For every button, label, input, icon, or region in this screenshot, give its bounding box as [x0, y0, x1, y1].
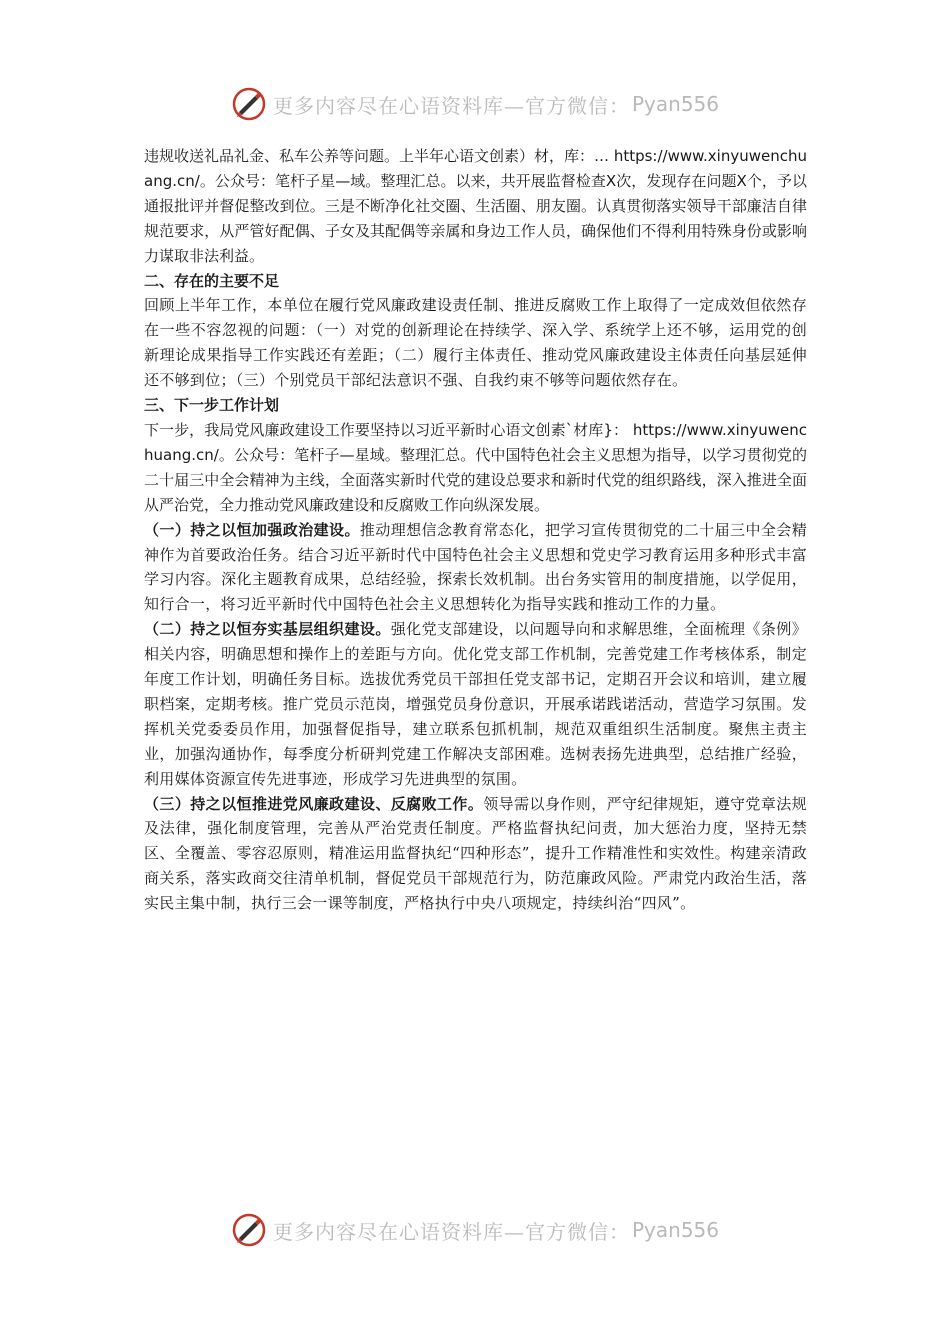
- banner-wechat-id: Pyan556: [631, 92, 719, 116]
- paragraph-2: 回顾上半年工作，本单位在履行党风廉政建设责任制、推进反腐败工作上取得了一定成效但依然存在一些不容忽视的问题：（一）对党的创新理论在持续学、深入学、系统学上还不够，运用党的创新理论成果指导工作实践还有差距；（二）履行主体责任、推动党风廉政建设主体责任向基层延伸还不够到位；（三）个别党员干部纪法意识不强、自我约束不够等问题依然存在。: [144, 296, 807, 390]
- paragraph-1: 违规收送礼品礼金、私车公养等问题。上半年心语文创素）材，库：… https://www.xinyuwenchuang.cn/。公众号：笔杆子星—域。整理汇总。以来，共开展监督检查X次，发现存在问题X个，予以通报批评并督促整改到位。三是不断净化社交圈、生活圈、朋友圈。认真贯彻落实领导干部廉洁自律规范要求，从严管好配偶、子女及其配偶等亲属和身边工作人员，确保他们不得利用特殊身份或影响力谋取非法利益。: [144, 147, 807, 265]
- document-body: [144, 144, 807, 916]
- banner-wechat-id: Pyan556: [631, 1218, 719, 1242]
- subheading-2: （二）持之以恒夯实基层组织建设。: [144, 620, 391, 639]
- paragraph-6: （三）持之以恒推进党风廉政建设、反腐败工作。领导需以身作则，严守纪律规矩，遵守党章法规及法律，强化制度管理，完善从严治党责任制度。严格监督执纪问责，加大惩治力度，坚持无禁区、全覆盖、零容忍原则，精准运用监督执纪“四种形态”，提升工作精准性和实效性。构建亲清政商关系，落实政商交往清单机制，督促党员干部规范行为，防范廉政风险。严肃党内政治生活，落实民主集中制，执行三会一课等制度，严格执行中央八项规定，持续纠治“四风”。: [144, 794, 807, 913]
- pen-logo-icon: [231, 86, 267, 122]
- banner-text: 更多内容尽在心语资料库—官方微信：: [272, 1219, 630, 1244]
- footer-watermark-banner: [0, 1210, 950, 1250]
- pen-logo-icon: [231, 1212, 267, 1248]
- paragraph-4: （一）持之以恒加强政治建设。推动理想信念教育常态化，把学习宣传贯彻党的二十届三中全会精神作为首要政治任务。结合习近平新时代中国特色社会主义思想和党史学习教育运用多种形式丰富学习内容。深化主题教育成果，总结经验，探索长效机制。出台务实管用的制度措施，以学促用，知行合一，将习近平新时代中国特色社会主义思想转化为指导实践和推动工作的力量。: [144, 520, 808, 614]
- link-url[interactable]: https://www.xinyuwenchuang.cn/: [144, 420, 807, 464]
- subheading-3: （三）持之以恒推进党风廉政建设、反腐败工作。: [144, 794, 484, 813]
- section-heading-3: 三、下一步工作计划: [144, 396, 280, 415]
- banner-text: 更多内容尽在心语资料库—官方微信：: [272, 93, 630, 118]
- paragraph-5: （二）持之以恒夯实基层组织建设。强化党支部建设，以问题导向和求解思维，全面梳理《条例》相关内容，明确思想和操作上的差距与方向。优化党支部工作机制，完善党建工作考核体系，制定年度工作计划，明确任务目标。选拔优秀党员干部担任党支部书记，定期召开会议和培训，建立履职档案，定期考核。推广党员示范岗，增强党员身份意识，开展承诺践诺活动，营造学习氛围。发挥机关党委委员作用，加强督促指导，建立联系包抓机制，规范双重组织生活制度。聚焦主责主业，加强沟通协作，每季度分析研判党建工作解决支部困难。选树表扬先进典型，总结推广经验，利用媒体资源宣传先进事迹，形成学习先进典型的氛围。: [144, 620, 807, 788]
- section-heading-2: 二、存在的主要不足: [144, 271, 280, 290]
- subheading-1: （一）持之以恒加强政治建设。: [144, 520, 360, 539]
- link-url[interactable]: https://www.xinyuwenchuang.cn/: [144, 147, 807, 190]
- header-watermark-banner: [0, 84, 950, 124]
- paragraph-3: 下一步，我局党风廉政建设工作要坚持以习近平新时心语文创素`材库}： https://www.xinyuwenchuang.cn/。公众号：笔杆子—星域。整理汇总。代中国特色社会主义思想为指导，以学习贯彻党的二十届三中全会精神为主线，全面落实新时代党的建设总要求和新时代党的组织路线，深入推进全面从严治党，全力推动党风廉政建设和反腐败工作向纵深发展。: [144, 420, 807, 514]
